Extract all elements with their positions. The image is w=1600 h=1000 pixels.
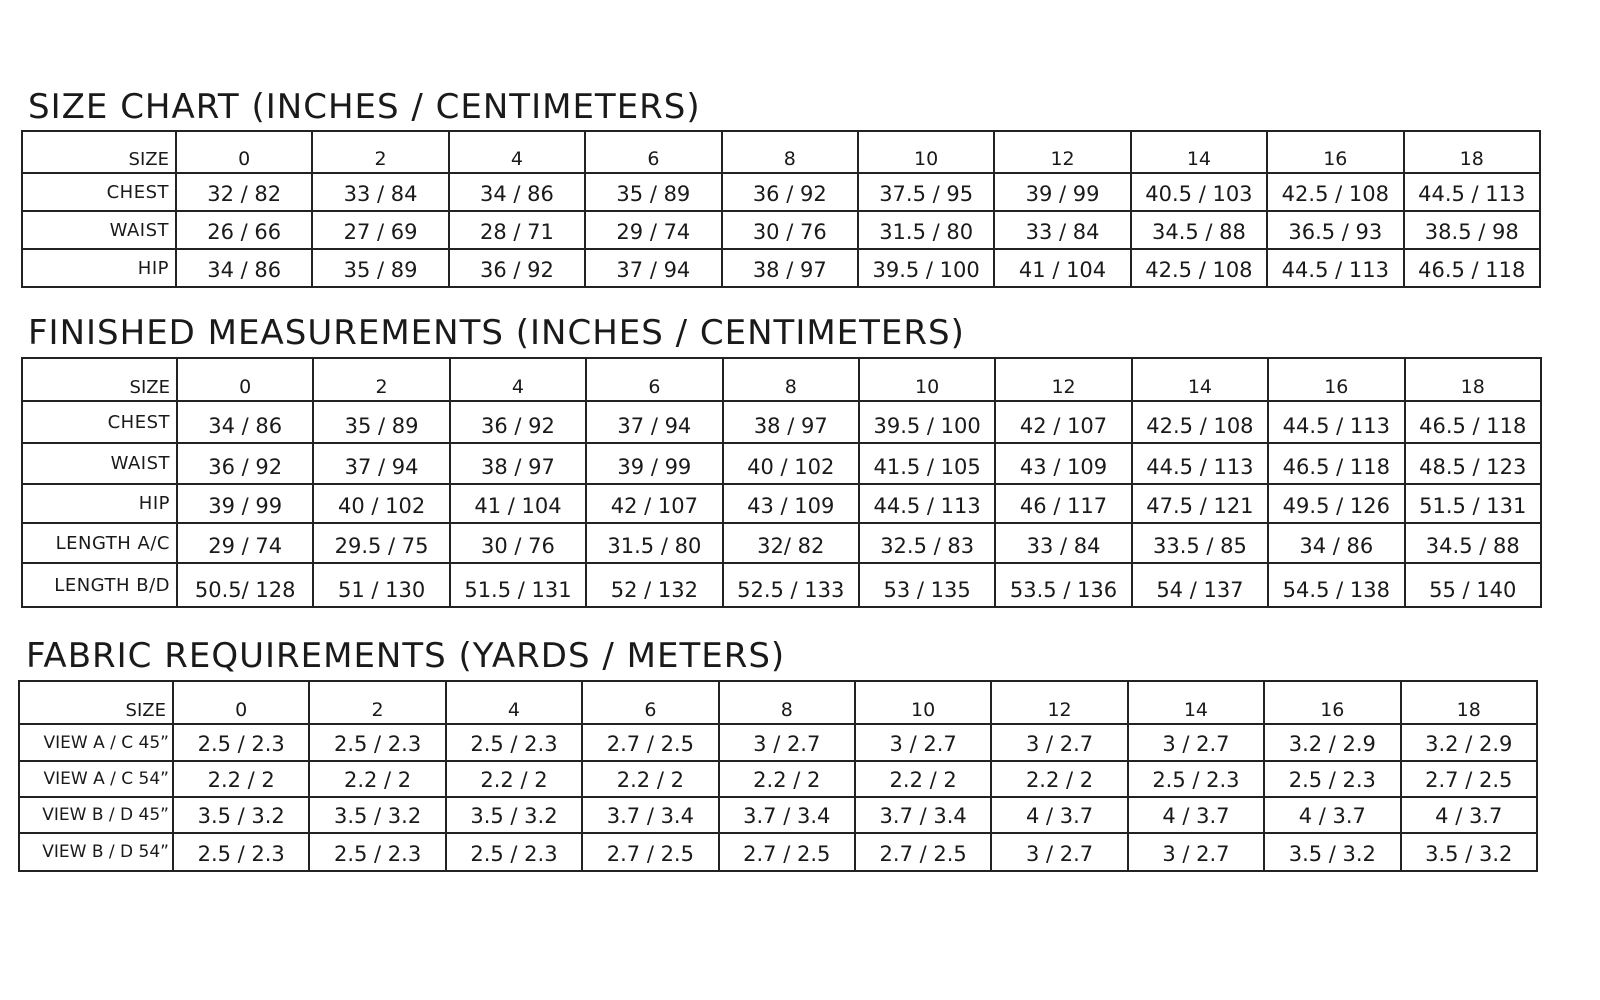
size-column-header: 6	[586, 358, 722, 401]
measurement-cell: 29 / 74	[585, 211, 721, 249]
table-row	[22, 401, 1541, 443]
size-column-header: 10	[859, 358, 995, 401]
measurement-cell: 42.5 / 108	[1132, 401, 1268, 443]
measurement-cell: 34.5 / 88	[1131, 211, 1267, 249]
row-label: VIEW A / C 45”	[19, 724, 173, 761]
header-row	[22, 358, 1541, 401]
measurement-cell: 2.7 / 2.5	[582, 833, 718, 871]
size-chart-title: SIZE CHART (INCHES / CENTIMETERS)	[28, 87, 701, 127]
measurement-cell: 31.5 / 80	[858, 211, 994, 249]
size-column-header: 14	[1132, 358, 1268, 401]
measurement-cell: 2.2 / 2	[991, 761, 1127, 797]
measurement-cell: 54.5 / 138	[1268, 563, 1404, 607]
measurement-cell: 2.7 / 2.5	[582, 724, 718, 761]
size-column-header: 0	[173, 681, 309, 724]
measurement-cell: 38 / 97	[722, 249, 858, 287]
measurement-cell: 41 / 104	[450, 484, 586, 523]
measurement-cell: 3.7 / 3.4	[582, 797, 718, 833]
measurement-cell: 2.5 / 2.3	[309, 724, 445, 761]
fabric-requirements-table	[18, 680, 1538, 872]
measurement-cell: 46.5 / 118	[1404, 249, 1540, 287]
measurement-cell: 43 / 109	[995, 443, 1131, 484]
measurement-cell: 2.7 / 2.5	[855, 833, 991, 871]
measurement-cell: 3.2 / 2.9	[1401, 724, 1537, 761]
measurement-cell: 39.5 / 100	[858, 249, 994, 287]
measurement-cell: 3.5 / 3.2	[1401, 833, 1537, 871]
size-column-header: 2	[309, 681, 445, 724]
measurement-cell: 38 / 97	[723, 401, 859, 443]
size-column-header: 18	[1404, 131, 1540, 173]
measurement-cell: 44.5 / 113	[1268, 401, 1404, 443]
measurement-cell: 44.5 / 113	[1404, 173, 1540, 211]
measurement-cell: 48.5 / 123	[1405, 443, 1541, 484]
measurement-cell: 31.5 / 80	[586, 523, 722, 563]
size-column-header: 16	[1264, 681, 1400, 724]
size-column-header: 14	[1128, 681, 1264, 724]
measurement-cell: 33.5 / 85	[1132, 523, 1268, 563]
size-column-header: 4	[446, 681, 582, 724]
row-label: CHEST	[22, 173, 176, 211]
table-row	[19, 797, 1537, 833]
row-label: WAIST	[22, 211, 176, 249]
measurement-cell: 36 / 92	[449, 249, 585, 287]
measurement-cell: 2.2 / 2	[855, 761, 991, 797]
measurement-cell: 50.5/ 128	[177, 563, 313, 607]
measurement-cell: 2.5 / 2.3	[446, 833, 582, 871]
measurement-cell: 53 / 135	[859, 563, 995, 607]
measurement-cell: 34 / 86	[1268, 523, 1404, 563]
finished-measurements-title: FINISHED MEASUREMENTS (INCHES / CENTIMETERS)	[28, 313, 965, 353]
row-label: LENGTH B/D	[22, 563, 177, 607]
measurement-cell: 40 / 102	[723, 443, 859, 484]
measurement-cell: 3 / 2.7	[991, 833, 1127, 871]
measurement-cell: 37 / 94	[313, 443, 449, 484]
table-row	[22, 443, 1541, 484]
measurement-cell: 3.5 / 3.2	[446, 797, 582, 833]
measurement-cell: 2.7 / 2.5	[1401, 761, 1537, 797]
table-row	[22, 173, 1540, 211]
size-column-header: 4	[450, 358, 586, 401]
table-row	[22, 523, 1541, 563]
measurement-cell: 36 / 92	[450, 401, 586, 443]
size-column-header: 2	[312, 131, 448, 173]
size-column-header: 8	[723, 358, 859, 401]
measurement-cell: 38 / 97	[450, 443, 586, 484]
measurement-cell: 34 / 86	[176, 249, 312, 287]
measurement-cell: 34.5 / 88	[1405, 523, 1541, 563]
measurement-cell: 2.2 / 2	[173, 761, 309, 797]
measurement-cell: 39 / 99	[586, 443, 722, 484]
table-row	[22, 563, 1541, 607]
row-label: HIP	[22, 484, 177, 523]
measurement-cell: 32/ 82	[723, 523, 859, 563]
size-column-header: 0	[177, 358, 313, 401]
measurement-cell: 51.5 / 131	[450, 563, 586, 607]
size-column-header: 8	[722, 131, 858, 173]
measurement-cell: 41.5 / 105	[859, 443, 995, 484]
measurement-cell: 33 / 84	[995, 523, 1131, 563]
measurement-cell: 4 / 3.7	[1401, 797, 1537, 833]
measurement-cell: 3 / 2.7	[1128, 833, 1264, 871]
row-label: WAIST	[22, 443, 177, 484]
size-column-header: 12	[994, 131, 1130, 173]
measurement-cell: 3.7 / 3.4	[855, 797, 991, 833]
measurement-cell: 44.5 / 113	[859, 484, 995, 523]
measurement-cell: 2.5 / 2.3	[446, 724, 582, 761]
measurement-cell: 46 / 117	[995, 484, 1131, 523]
measurement-cell: 38.5 / 98	[1404, 211, 1540, 249]
size-column-header: 12	[991, 681, 1127, 724]
measurement-cell: 37 / 94	[585, 249, 721, 287]
measurement-cell: 27 / 69	[312, 211, 448, 249]
measurement-cell: 39 / 99	[994, 173, 1130, 211]
size-column-header: 16	[1268, 358, 1404, 401]
measurement-cell: 2.2 / 2	[719, 761, 855, 797]
measurement-cell: 3.5 / 3.2	[173, 797, 309, 833]
size-column-header: 8	[719, 681, 855, 724]
measurement-cell: 52.5 / 133	[723, 563, 859, 607]
size-header-label: SIZE	[22, 131, 176, 173]
size-column-header: 14	[1131, 131, 1267, 173]
measurement-cell: 43 / 109	[723, 484, 859, 523]
table-row	[19, 724, 1537, 761]
measurement-cell: 29.5 / 75	[313, 523, 449, 563]
size-column-header: 16	[1267, 131, 1403, 173]
measurement-cell: 34 / 86	[177, 401, 313, 443]
measurement-cell: 2.5 / 2.3	[1264, 761, 1400, 797]
finished-measurements-table	[21, 357, 1542, 608]
size-column-header: 10	[858, 131, 994, 173]
measurement-cell: 3 / 2.7	[719, 724, 855, 761]
measurement-cell: 29 / 74	[177, 523, 313, 563]
measurement-cell: 55 / 140	[1405, 563, 1541, 607]
measurement-cell: 2.5 / 2.3	[309, 833, 445, 871]
measurement-cell: 32.5 / 83	[859, 523, 995, 563]
measurement-cell: 34 / 86	[449, 173, 585, 211]
measurement-cell: 40.5 / 103	[1131, 173, 1267, 211]
row-label: VIEW A / C 54”	[19, 761, 173, 797]
measurement-cell: 46.5 / 118	[1405, 401, 1541, 443]
size-header-label: SIZE	[19, 681, 173, 724]
measurement-cell: 2.5 / 2.3	[173, 724, 309, 761]
measurement-cell: 47.5 / 121	[1132, 484, 1268, 523]
measurement-cell: 30 / 76	[722, 211, 858, 249]
measurement-cell: 26 / 66	[176, 211, 312, 249]
table-row	[19, 833, 1537, 871]
measurement-cell: 28 / 71	[449, 211, 585, 249]
measurement-cell: 3 / 2.7	[991, 724, 1127, 761]
measurement-cell: 54 / 137	[1132, 563, 1268, 607]
measurement-cell: 36 / 92	[722, 173, 858, 211]
row-label: LENGTH A/C	[22, 523, 177, 563]
size-column-header: 6	[585, 131, 721, 173]
measurement-cell: 42.5 / 108	[1131, 249, 1267, 287]
measurement-cell: 46.5 / 118	[1268, 443, 1404, 484]
header-row	[19, 681, 1537, 724]
size-column-header: 18	[1405, 358, 1541, 401]
size-column-header: 10	[855, 681, 991, 724]
measurement-cell: 35 / 89	[312, 249, 448, 287]
measurement-cell: 2.5 / 2.3	[1128, 761, 1264, 797]
measurement-cell: 2.5 / 2.3	[173, 833, 309, 871]
measurement-cell: 35 / 89	[313, 401, 449, 443]
size-column-header: 12	[995, 358, 1131, 401]
fabric-requirements-title: FABRIC REQUIREMENTS (YARDS / METERS)	[26, 636, 786, 676]
size-chart-table	[21, 130, 1541, 288]
measurement-cell: 40 / 102	[313, 484, 449, 523]
measurement-cell: 4 / 3.7	[991, 797, 1127, 833]
measurement-cell: 41 / 104	[994, 249, 1130, 287]
row-label: CHEST	[22, 401, 177, 443]
measurement-cell: 49.5 / 126	[1268, 484, 1404, 523]
table-row	[22, 249, 1540, 287]
measurement-cell: 2.2 / 2	[582, 761, 718, 797]
measurement-cell: 36.5 / 93	[1267, 211, 1403, 249]
measurement-cell: 3 / 2.7	[1128, 724, 1264, 761]
measurement-cell: 3 / 2.7	[855, 724, 991, 761]
row-label: VIEW B / D 54”	[19, 833, 173, 871]
measurement-cell: 4 / 3.7	[1264, 797, 1400, 833]
measurement-cell: 42 / 107	[995, 401, 1131, 443]
measurement-cell: 3.7 / 3.4	[719, 797, 855, 833]
size-column-header: 6	[582, 681, 718, 724]
measurement-cell: 36 / 92	[177, 443, 313, 484]
size-header-label: SIZE	[22, 358, 177, 401]
size-column-header: 0	[176, 131, 312, 173]
measurement-cell: 39.5 / 100	[859, 401, 995, 443]
measurement-cell: 2.7 / 2.5	[719, 833, 855, 871]
measurement-cell: 3.2 / 2.9	[1264, 724, 1400, 761]
measurement-cell: 4 / 3.7	[1128, 797, 1264, 833]
table-row	[22, 211, 1540, 249]
measurement-cell: 3.5 / 3.2	[309, 797, 445, 833]
row-label: HIP	[22, 249, 176, 287]
measurement-cell: 51.5 / 131	[1405, 484, 1541, 523]
measurement-cell: 51 / 130	[313, 563, 449, 607]
measurement-cell: 33 / 84	[994, 211, 1130, 249]
measurement-cell: 42 / 107	[586, 484, 722, 523]
measurement-cell: 37 / 94	[586, 401, 722, 443]
measurement-cell: 37.5 / 95	[858, 173, 994, 211]
measurement-cell: 3.5 / 3.2	[1264, 833, 1400, 871]
measurement-cell: 2.2 / 2	[446, 761, 582, 797]
header-row	[22, 131, 1540, 173]
measurement-cell: 30 / 76	[450, 523, 586, 563]
table-row	[19, 761, 1537, 797]
measurement-cell: 53.5 / 136	[995, 563, 1131, 607]
measurement-cell: 44.5 / 113	[1132, 443, 1268, 484]
measurement-cell: 33 / 84	[312, 173, 448, 211]
size-column-header: 2	[313, 358, 449, 401]
size-column-header: 4	[449, 131, 585, 173]
measurement-cell: 52 / 132	[586, 563, 722, 607]
measurement-cell: 2.2 / 2	[309, 761, 445, 797]
measurement-cell: 32 / 82	[176, 173, 312, 211]
row-label: VIEW B / D 45”	[19, 797, 173, 833]
table-row	[22, 484, 1541, 523]
size-column-header: 18	[1401, 681, 1537, 724]
measurement-cell: 42.5 / 108	[1267, 173, 1403, 211]
measurement-cell: 35 / 89	[585, 173, 721, 211]
measurement-cell: 44.5 / 113	[1267, 249, 1403, 287]
measurement-cell: 39 / 99	[177, 484, 313, 523]
